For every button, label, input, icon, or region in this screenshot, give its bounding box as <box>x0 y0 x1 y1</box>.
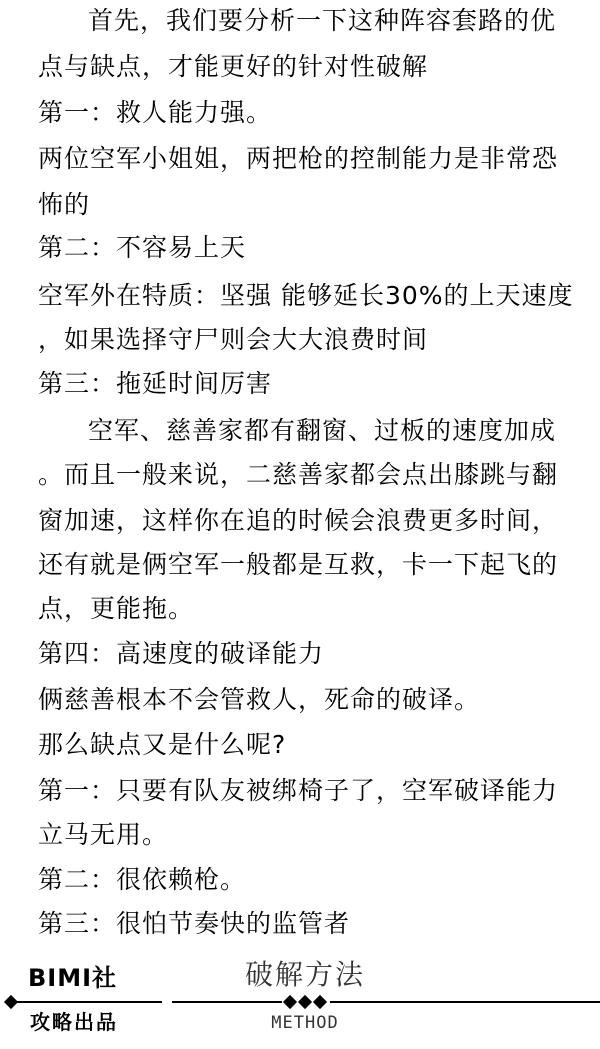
article-line: 第三：拖延时间厉害 <box>38 369 273 398</box>
article-line: ，如果选择守尸则会大大浪费时间 <box>38 325 429 354</box>
footer-banner <box>0 950 600 1049</box>
section-title: 破解方法 <box>244 958 365 991</box>
article-line: 立马无用。 <box>38 820 169 849</box>
article-line: 还有就是俩空军一般都是互救，卡一下起飞的 <box>38 550 559 579</box>
article-line: 第一：救人能力强。 <box>38 98 273 127</box>
article-line: 空军、慈善家都有翻窗、过板的速度加成 <box>88 416 557 445</box>
article-line: 第二：不容易上天 <box>38 233 247 262</box>
article-line: 第四：高速度的破译能力 <box>38 639 325 668</box>
article-line: 首先，我们要分析一下这种阵容套路的优 <box>88 6 557 35</box>
diamond-icon <box>313 995 327 1009</box>
article-line: 那么缺点又是什么呢? <box>38 730 287 759</box>
article-line: 窗加速，这样你在追的时候会浪费更多时间， <box>38 506 559 535</box>
article-line: 点，更能拖。 <box>38 594 195 623</box>
divider-right <box>330 1001 600 1003</box>
divider-center-left <box>172 1001 282 1003</box>
article-line: 第三：很怕节奏快的监管者 <box>38 909 351 938</box>
brand-subtitle: 攻略出品 <box>30 1010 118 1034</box>
article-line: 点与缺点，才能更好的针对性破解 <box>38 52 429 81</box>
article-line: 第一：只要有队友被绑椅子了，空军破译能力 <box>38 776 559 805</box>
article-line: 俩慈善根本不会管救人，死命的破译。 <box>38 685 481 714</box>
article-line: 两位空军小姐姐，两把枪的控制能力是非常恐 <box>38 144 559 173</box>
section-subtitle: METHOD <box>271 1013 339 1033</box>
article-line: 空军外在特质：坚强 能够延长30%的上天速度 <box>38 281 574 310</box>
diamond-icon <box>283 995 297 1009</box>
article-line: 。而且一般来说，二慈善家都会点出膝跳与翻 <box>38 460 559 489</box>
article-line: 第二：很依赖枪。 <box>38 865 247 894</box>
diamond-icon <box>298 995 312 1009</box>
article-line: 怖的 <box>38 190 91 219</box>
divider-left <box>12 1001 162 1003</box>
brand-logo: BIMI社 <box>28 964 118 992</box>
